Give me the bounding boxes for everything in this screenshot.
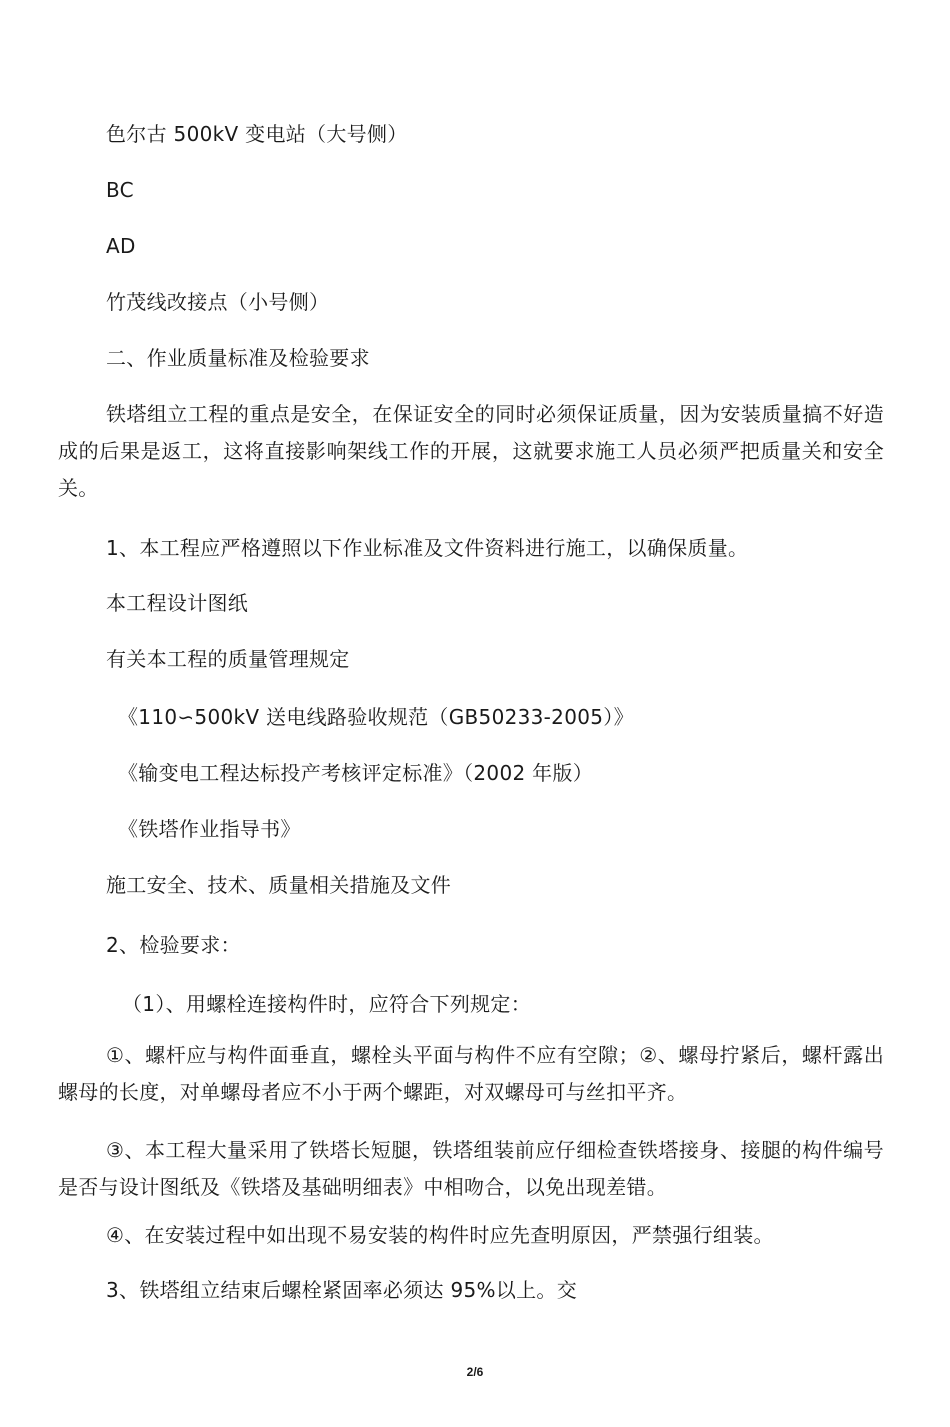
doc-list-item: 施工安全、技术、质量相关措施及文件 [106, 873, 452, 897]
item-3: 3、铁塔组立结束后螺栓紧固率必须达 95%以上。交 [106, 1278, 578, 1302]
item-2: 2、检验要求： [106, 933, 241, 957]
substation-label: 色尔古 500kV 变电站（大号侧） [106, 122, 408, 146]
doc-list-item: 《110∽500kV 送电线路验收规范（GB50233-2005）》 [118, 705, 634, 729]
doc-list-item: 有关本工程的质量管理规定 [106, 647, 350, 671]
intro-paragraph: 铁塔组立工程的重点是安全，在保证安全的同时必须保证质量，因为安装质量搞不好造成的后果是返工，这将直接影响架线工作的开展，这就要求施工人员必须严把质量关和安全关。 [58, 402, 884, 500]
rule-3-paragraph: ③、本工程大量采用了铁塔长短腿，铁塔组装前应仔细检查铁塔接身、接腿的构件编号是否与设计图纸及《铁塔及基础明细表》中相吻合，以免出现差错。 [58, 1138, 884, 1199]
item-2-sub: （1）、用螺栓连接构件时，应符合下列规定： [122, 992, 532, 1016]
item-1: 1、本工程应严格遵照以下作业标准及文件资料进行施工，以确保质量。 [106, 536, 749, 560]
junction-point-label: 竹茂线改接点（小号侧） [106, 290, 330, 314]
section-heading: 二、作业质量标准及检验要求 [106, 346, 370, 370]
rule-1-2-paragraph: ①、螺杆应与构件面垂直，螺栓头平面与构件不应有空隙；②、螺母拧紧后，螺杆露出螺母的长度，对单螺母者应不小于两个螺距，对双螺母可与丝扣平齐。 [58, 1043, 884, 1104]
phase-label-bc: BC [106, 178, 134, 202]
doc-list-item: 《铁塔作业指导书》 [118, 817, 301, 841]
page-number: 2/6 [466, 1365, 484, 1379]
rule-4-paragraph: ④、在安装过程中如出现不易安装的构件时应先查明原因，严禁强行组装。 [106, 1223, 774, 1247]
doc-list-item: 本工程设计图纸 [106, 591, 249, 615]
phase-label-ad: AD [106, 234, 136, 258]
doc-list-item: 《输变电工程达标投产考核评定标准》（2002 年版） [118, 761, 594, 785]
